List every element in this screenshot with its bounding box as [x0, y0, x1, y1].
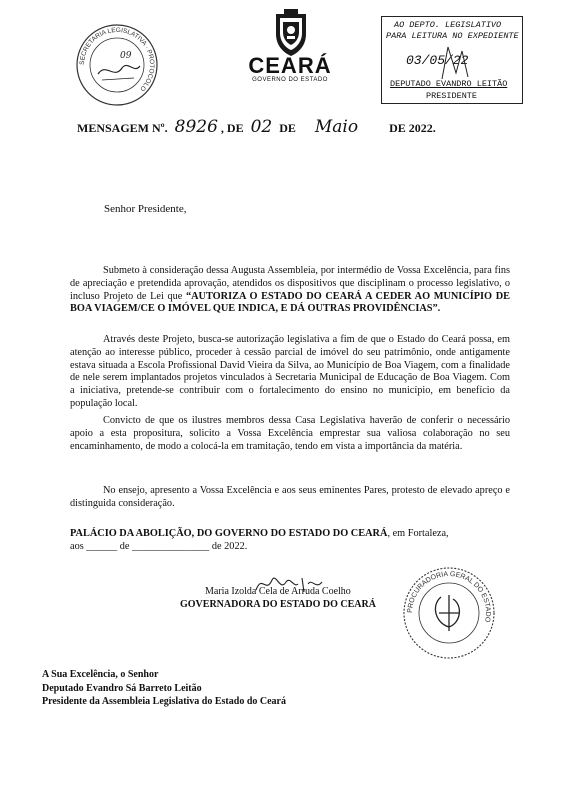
bill-title: “AUTORIZA O ESTADO DO CEARÁ A CEDER AO MUNICÍPIO DE BOA VIAGEM/CE O IMÓVEL QUE INDICA, E DÁ OUTRAS PROVIDÊNCIAS”. [70, 290, 510, 315]
seal-ring-text: PROCURADORIA GERAL DO ESTADO [406, 570, 492, 623]
dispatch-stamp-line2: PARA LEITURA NO EXPEDIENTE [386, 31, 519, 41]
message-number-line [77, 117, 436, 137]
addressee-block [42, 668, 286, 709]
protocol-stamp-center-text: 09 [120, 51, 132, 61]
dispatch-stamp-line3: DEPUTADO EVANDRO LEITÃO [390, 79, 508, 89]
message-year: DE 2022. [389, 121, 436, 135]
palace-closing [70, 527, 510, 553]
palace-city: , em Fortaleza, [387, 528, 449, 539]
signer-title: GOVERNADORA DO ESTADO DO CEARÁ [180, 598, 376, 610]
message-day: 02 [250, 117, 273, 137]
paragraph-2 [70, 334, 510, 411]
brand-subtitle: GOVERNO DO ESTADO [252, 77, 328, 83]
message-number: 8926 [174, 117, 218, 137]
addressee-line3: Presidente da Assembleia Legislativa do Estado do Ceará [42, 696, 286, 707]
state-coat-of-arms-icon [268, 8, 314, 58]
message-sep2: DE [279, 121, 296, 135]
brand-name: CEARÁ [248, 53, 332, 78]
signature-scribble-icon [438, 43, 478, 83]
palace-date-line: aos ______ de _______________ de 2022. [70, 541, 248, 552]
salutation: Senhor Presidente, [104, 203, 187, 215]
paragraph-4 [70, 485, 510, 511]
paragraph-4-text: No ensejo, apresento a Vossa Excelência e aos seus eminentes Pares, protesto de elevado apreço e distinguida consideração. [70, 485, 510, 509]
paragraph-3-text: Convicto de que os ilustres membros dessa Casa Legislativa haverão de conferir o necessário apoio a esta propositura, solicito a Vossa Excelência emprestar sua valiosa colaboração no seu encaminhamento, de modo a colocá-la em tramitação, tendo em vista a importância da matéria. [70, 415, 510, 452]
protocol-stamp [74, 22, 160, 108]
message-label: MENSAGEM Nº. [77, 121, 168, 135]
dispatch-stamp-line4: PRESIDENTE [426, 91, 478, 101]
paragraph-1-text: Submeto à consideração dessa Augusta Assembleia, por intermédio de Vossa Excelência, para fins de apreciação e pretendida aprovação, atendidos os dispositivos que disciplinam o processo legislativo, o incluso Projeto de Lei que [70, 265, 510, 302]
signature-block [180, 586, 376, 611]
addressee-line2: Deputado Evandro Sá Barreto Leitão [42, 682, 202, 694]
addressee-line1: A Sua Excelência, o Senhor [42, 669, 159, 680]
brand-block [230, 55, 350, 83]
paragraph-2-text: Através deste Projeto, busca-se autorização legislativa a fim de que o Estado do Ceará possa, em atenção ao interesse público, proceder à cessão parcial de imóvel do seu patrimônio, onde antigamente estava situada a Escola Profissional David Vieira da Silva, ao Município de Boa Viagem, com a finalidade de nele serem implantados projetos vinculados à Secretaria Municipal de Educação de Boa Viagem. Com a iniciativa, pretende-se contribuir com o fortalecimento do ensino no município, em benefício da população local. [70, 334, 510, 409]
message-sep1: , DE [220, 121, 244, 135]
dispatch-stamp [381, 16, 523, 104]
attorney-general-seal [401, 565, 497, 661]
dispatch-stamp-date: 03/05/22 [406, 53, 469, 68]
palace-name: PALÁCIO DA ABOLIÇÃO, DO GOVERNO DO ESTADO DO CEARÁ [70, 528, 388, 539]
protocol-stamp-ring-text: SECRETARIA LEGISLATIVA · PROTOCOLO [78, 26, 156, 93]
paragraph-1 [70, 265, 510, 316]
dispatch-stamp-line1: AO DEPTO. LEGISLATIVO [394, 20, 502, 30]
message-month: Maio [314, 117, 359, 137]
signer-name: Maria Izolda Cela de Arruda Coelho [205, 586, 351, 597]
paragraph-3 [70, 415, 510, 453]
